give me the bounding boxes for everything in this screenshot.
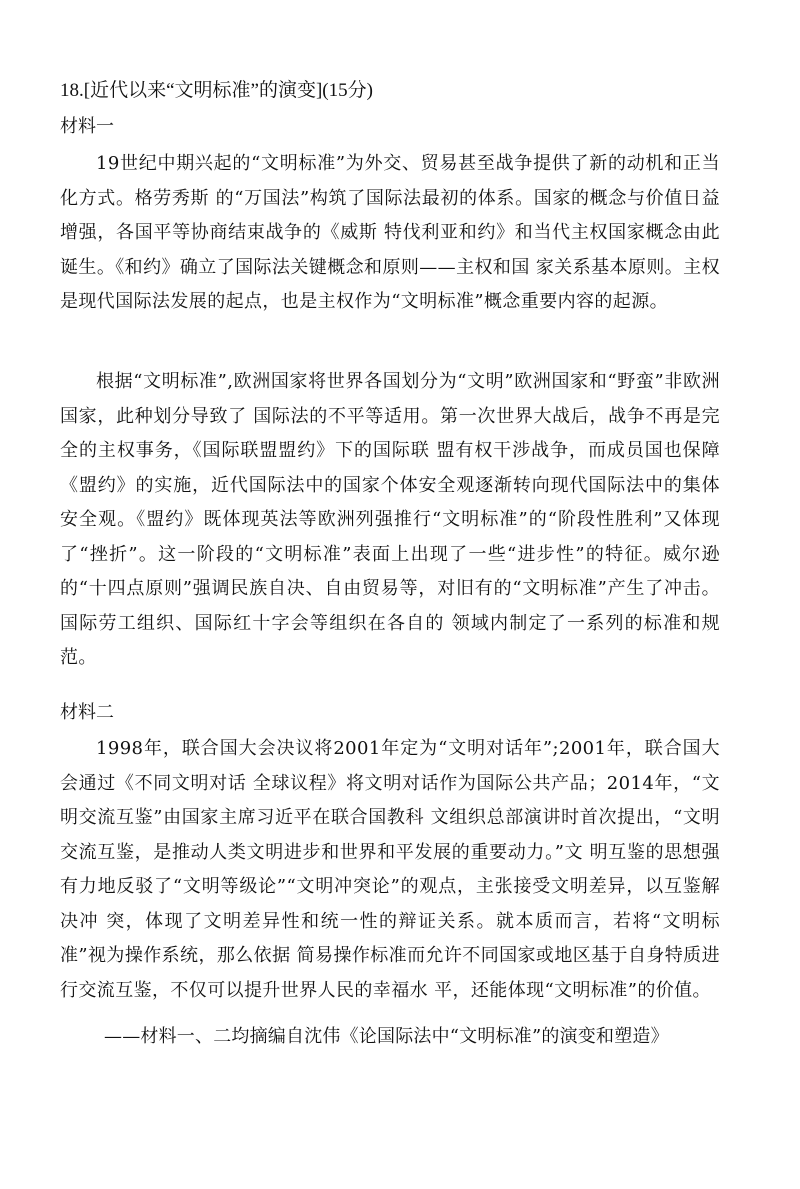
material-one-paragraph-2: 根据“文明标准”,欧洲国家将世界各国划分为“文明”欧洲国家和“野蛮”非欧洲国家，此种划分导致了 国际法的不平等适用。第一次世界大战后，战争不再是完全的主权事务，《国际联盟盟约》下的国际联 盟有权干涉战争，而成员国也保障《盟约》的实施，近代国际法中的国家个体安全观逐渐转向现代国际法中的集体安全观。《盟约》既体现英法等欧洲列强推行“文明标准”的“阶段性胜利”又体现了“挫折”。这一阶段的“文明标准”表面上出现了一些“进步性”的特征。威尔逊的“十四点原则”强调民族自决、自由贸易等，对旧有的“文明标准”产生了冲击。国际劳工组织、国际红十字会等组织在各自的 领域内制定了一系列的标准和规范。 (60, 371, 720, 668)
material-one-label: 材料一 (60, 116, 114, 137)
material-one-paragraph-1: 19世纪中期兴起的“文明标准”为外交、贸易甚至战争提供了新的动机和正当化方式。格劳秀斯 的“万国法”构筑了国际法最初的体系。国家的概念与价值日益增强，各国平等协商结束战争的《威斯 特伐利亚和约》和当代主权国家概念由此诞生。《和约》确立了国际法关键概念和原则——主权和国 家关系基本原则。主权是现代国际法发展的起点，也是主权作为“文明标准”概念重要内容的起源。 (60, 153, 720, 312)
material-two-paragraph-1: 1998年，联合国大会决议将2001年定为“文明对话年”;2001年，联合国大会通过《不同文明对话 全球议程》将文明对话作为国际公共产品；2014年，“文明交流互鉴”由国家主席习近平在联合国教科 文组织总部演讲时首次提出，“文明交流互鉴，是推动人类文明进步和世界和平发展的重要动力。”文 明互鉴的思想强有力地反驳了“文明等级论”“文明冲突论”的观点，主张接受文明差异，以互鉴解决冲 突，体现了文明差异性和统一性的辩证关系。就本质而言，若将“文明标准”视为操作系统，那么依据 简易操作标准而允许不同国家或地区基于自身特质进行交流互鉴，不仅可以提升世界人民的幸福水 平，还能体现“文明标准”的价值。 (60, 738, 720, 1001)
material-two-label: 材料二 (60, 702, 114, 723)
source-citation: ——材料一、二均摘编自沈伟《论国际法中“文明标准”的演变和塑造》 (104, 1026, 669, 1047)
question-title: 18.[近代以来“文明标准”的演变](15分) (60, 80, 373, 101)
